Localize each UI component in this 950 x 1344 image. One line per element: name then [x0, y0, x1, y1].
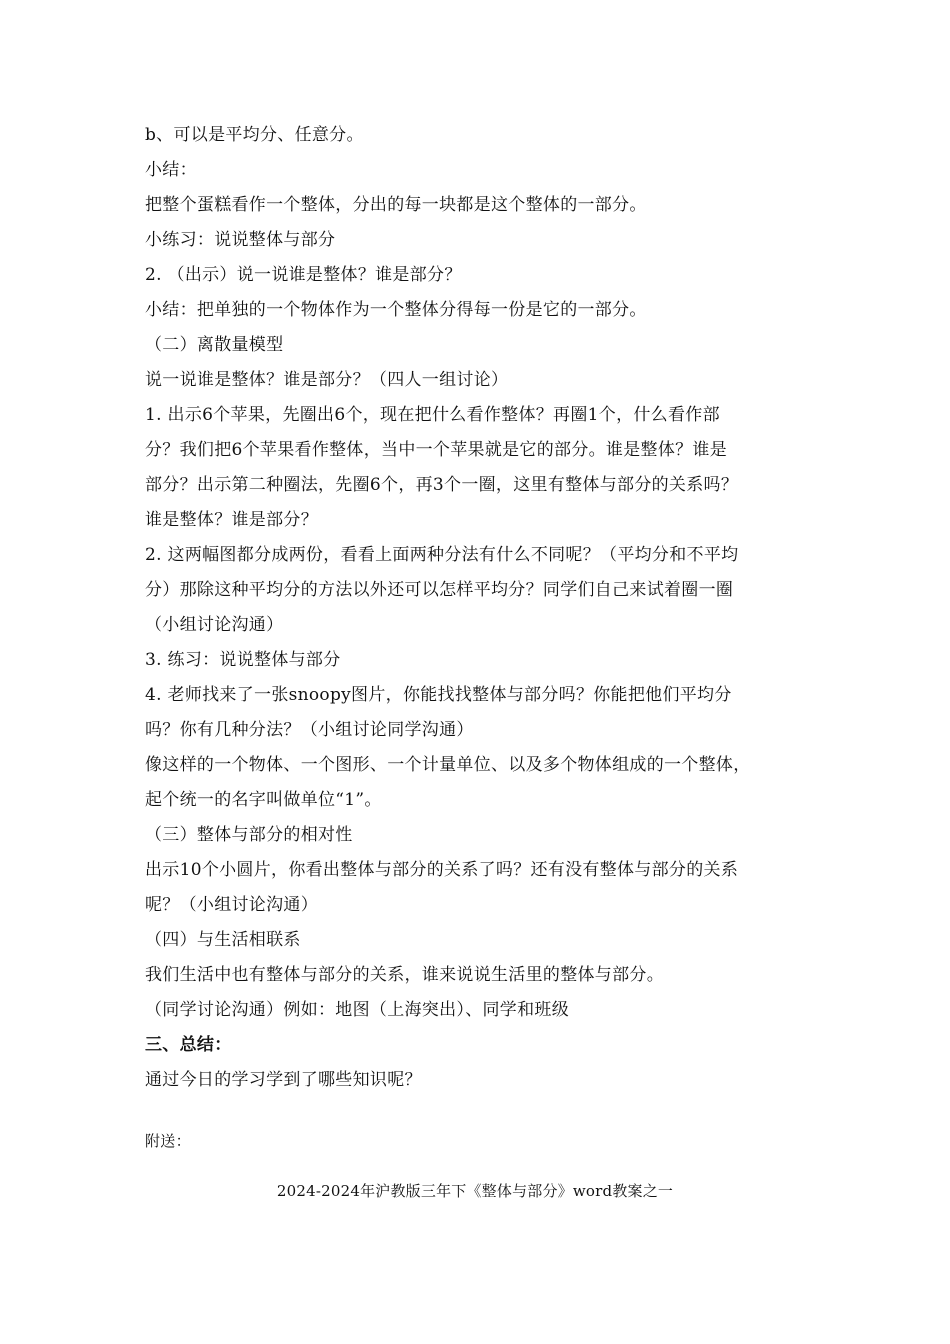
text-line: b、可以是平均分、任意分。	[145, 125, 364, 145]
spacer	[145, 1098, 845, 1124]
document-body	[145, 118, 845, 1159]
text-line: 2. （出示）说一说谁是整体？谁是部分？	[145, 265, 462, 285]
text-line: 4. 老师找来了一张snoopy图片，你能找找整体与部分吗？你能把他们平均分	[145, 685, 732, 705]
closing-line: 通过今日的学习学到了哪些知识呢？	[145, 1070, 422, 1090]
text-line: 2. 这两幅图都分成两份，看看上面两种分法有什么不同呢？（平均分和不平均	[145, 545, 739, 565]
text-line: 呢？（小组讨论沟通）	[145, 895, 318, 915]
text-line: 1. 出示6个苹果，先圈出6个，现在把什么看作整体？再圈1个，什么看作部	[145, 405, 720, 425]
text-line: 说一说谁是整体？谁是部分？（四人一组讨论）	[145, 370, 509, 390]
attachment-title: 2024-2024年沪教版三年下《整体与部分》word教案之一	[276, 1182, 674, 1200]
text-line: （同学讨论沟通）例如：地图（上海突出）、同学和班级	[145, 1000, 569, 1020]
text-line: 分？我们把6个苹果看作整体，当中一个苹果就是它的部分。谁是整体？谁是	[145, 440, 728, 460]
subsection-heading: （三）整体与部分的相对性	[145, 825, 353, 845]
text-line: 我们生活中也有整体与部分的关系，谁来说说生活里的整体与部分。	[145, 965, 664, 985]
text-line: 小结：	[145, 160, 197, 180]
attachment-label: 附送：	[145, 1132, 191, 1150]
text-line: 把整个蛋糕看作一个整体，分出的每一块都是这个整体的一部分。	[145, 195, 647, 215]
text-line: 小结：把单独的一个物体作为一个整体分得每一份是它的一部分。	[145, 300, 647, 320]
text-line: 出示10个小圆片，你看出整体与部分的关系了吗？还有没有整体与部分的关系	[145, 860, 739, 880]
text-line: 分）那除这种平均分的方法以外还可以怎样平均分？同学们自己来试着圈一圈	[145, 580, 734, 600]
section-heading: 三、总结：	[145, 1035, 232, 1055]
text-line: 吗？你有几种分法？（小组讨论同学沟通）	[145, 720, 474, 740]
text-line: 像这样的一个物体、一个图形、一个计量单位、以及多个物体组成的一个整体，	[145, 755, 751, 775]
subsection-heading: （四）与生活相联系	[145, 930, 301, 950]
text-line: （小组讨论沟通）	[145, 615, 284, 635]
text-line: 小练习：说说整体与部分	[145, 230, 336, 250]
text-line: 起个统一的名字叫做单位“1”。	[145, 790, 382, 810]
text-line: 部分？出示第二种圈法，先圈6个，再3个一圈，这里有整体与部分的关系吗？	[145, 475, 739, 495]
text-line: 3. 练习：说说整体与部分	[145, 650, 341, 670]
text-line: 谁是整体？谁是部分？	[145, 510, 318, 530]
subsection-heading: （二）离散量模型	[145, 335, 284, 355]
